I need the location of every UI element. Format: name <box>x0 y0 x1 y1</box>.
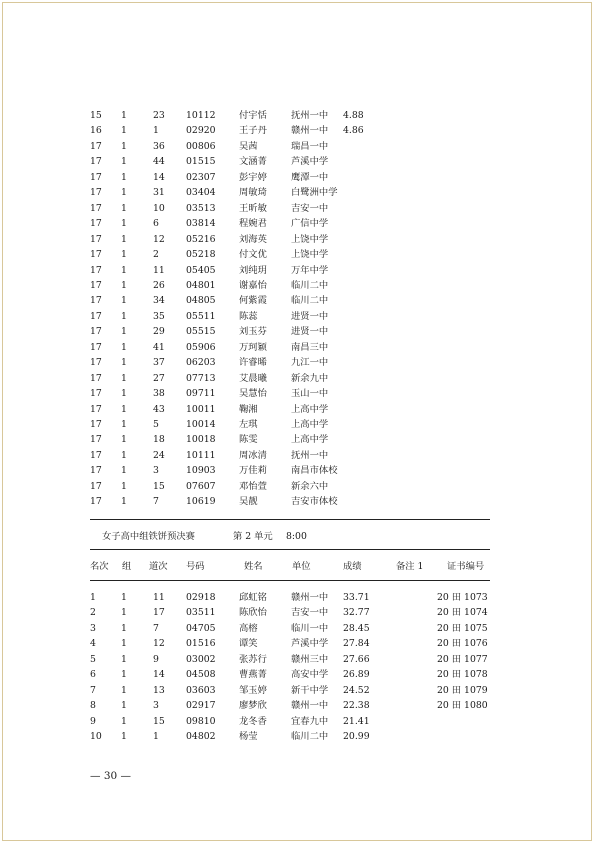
group-cell: 1 <box>121 218 127 230</box>
athlete-name-cell: 万佳莉 <box>239 465 267 477</box>
lane-cell: 14 <box>153 171 165 183</box>
school-cell: 临川二中 <box>291 731 329 743</box>
bib-number-cell: 07713 <box>186 372 216 384</box>
lane-cell: 26 <box>153 279 165 291</box>
result-cell: 4.88 <box>343 110 364 121</box>
athlete-name-cell: 艾晨曦 <box>239 372 267 384</box>
certificate-number-cell: 20 田 1077 <box>437 653 488 665</box>
school-cell: 抚州一中 <box>291 110 329 121</box>
group-cell: 1 <box>121 326 127 338</box>
header-certificate: 证书编号 <box>447 561 485 572</box>
header-remark: 备注 1 <box>396 561 424 572</box>
lane-cell: 7 <box>153 496 159 508</box>
lane-cell: 3 <box>153 700 159 712</box>
lane-cell: 35 <box>153 310 165 322</box>
lane-cell: 6 <box>153 218 159 230</box>
rank-cell: 17 <box>90 449 102 461</box>
bib-number-cell: 09810 <box>186 715 216 727</box>
rank-cell: 9 <box>90 715 96 727</box>
athlete-name-cell: 万珂颖 <box>239 341 267 353</box>
result-cell: 27.84 <box>343 638 370 650</box>
lane-cell: 38 <box>153 388 165 400</box>
athlete-name-cell: 左琪 <box>239 419 258 430</box>
group-cell: 1 <box>121 496 127 508</box>
certificate-number-cell: 20 田 1074 <box>437 607 488 619</box>
rank-cell: 17 <box>90 434 102 446</box>
school-cell: 吉安一中 <box>291 202 329 214</box>
bib-number-cell: 04705 <box>186 622 216 634</box>
lane-cell: 7 <box>153 622 159 634</box>
bib-number-cell: 02307 <box>186 171 216 183</box>
athlete-name-cell: 刘海英 <box>239 233 267 245</box>
rank-cell: 17 <box>90 187 102 199</box>
lane-cell: 31 <box>153 187 165 199</box>
rank-cell: 17 <box>90 419 102 430</box>
school-cell: 新余六中 <box>291 480 329 492</box>
rank-cell: 5 <box>90 653 96 665</box>
page-number: — 30 — <box>90 770 132 782</box>
lane-cell: 1 <box>153 731 159 743</box>
school-cell: 临川一中 <box>291 622 329 634</box>
bib-number-cell: 05515 <box>186 326 216 338</box>
athlete-name-cell: 鞠湘 <box>239 403 258 415</box>
group-cell: 1 <box>121 279 127 291</box>
school-cell: 吉安市体校 <box>291 496 338 508</box>
athlete-name-cell: 吴慧怡 <box>239 388 267 400</box>
group-cell: 1 <box>121 653 127 665</box>
lane-cell: 23 <box>153 110 165 121</box>
bib-number-cell: 10011 <box>186 403 216 415</box>
bib-number-cell: 10111 <box>186 449 216 461</box>
lane-cell: 37 <box>153 357 165 369</box>
rank-cell: 17 <box>90 357 102 369</box>
bib-number-cell: 00806 <box>186 140 216 152</box>
rank-cell: 17 <box>90 326 102 338</box>
athlete-name-cell: 龙冬香 <box>239 715 267 727</box>
group-cell: 1 <box>121 715 127 727</box>
school-cell: 南昌市体校 <box>291 465 338 477</box>
athlete-name-cell: 许睿晞 <box>239 357 267 369</box>
athlete-name-cell: 周冰清 <box>239 449 267 461</box>
result-cell: 32.77 <box>343 607 370 619</box>
bib-number-cell: 04801 <box>186 279 216 291</box>
rank-cell: 17 <box>90 233 102 245</box>
school-cell: 赣州三中 <box>291 653 329 665</box>
lane-cell: 43 <box>153 403 165 415</box>
group-cell: 1 <box>121 264 127 276</box>
group-cell: 1 <box>121 249 127 261</box>
athlete-name-cell: 陈欣怡 <box>239 607 267 619</box>
lane-cell: 24 <box>153 449 165 461</box>
rank-cell: 7 <box>90 684 96 696</box>
result-cell: 28.45 <box>343 622 370 634</box>
group-cell: 1 <box>121 403 127 415</box>
school-cell: 新余九中 <box>291 372 329 384</box>
rank-cell: 17 <box>90 465 102 477</box>
group-cell: 1 <box>121 388 127 400</box>
school-cell: 高安中学 <box>291 669 329 681</box>
athlete-name-cell: 曹燕菁 <box>239 669 267 681</box>
rank-cell: 17 <box>90 156 102 168</box>
header-number: 号码 <box>186 561 205 572</box>
result-cell: 20.99 <box>343 731 370 743</box>
result-cell: 27.66 <box>343 653 370 665</box>
group-cell: 1 <box>121 449 127 461</box>
group-cell: 1 <box>121 357 127 369</box>
athlete-name-cell: 陈雯 <box>239 434 258 446</box>
rank-cell: 10 <box>90 731 102 743</box>
school-cell: 九江一中 <box>291 357 329 369</box>
session-unit: 第 2 单元 <box>233 531 273 542</box>
bib-number-cell: 09711 <box>186 388 216 400</box>
bib-number-cell: 02918 <box>186 592 216 603</box>
lane-cell: 10 <box>153 202 165 214</box>
bib-number-cell: 10018 <box>186 434 216 446</box>
certificate-number-cell: 20 田 1080 <box>437 700 488 712</box>
school-cell: 上高中学 <box>291 419 329 430</box>
athlete-name-cell: 彭宇婷 <box>239 171 267 183</box>
group-cell: 1 <box>121 669 127 681</box>
bib-number-cell: 03002 <box>186 653 216 665</box>
bib-number-cell: 02920 <box>186 125 216 137</box>
athlete-name-cell: 邓怡萱 <box>239 480 267 492</box>
school-cell: 吉安一中 <box>291 607 329 619</box>
group-cell: 1 <box>121 156 127 168</box>
bib-number-cell: 03404 <box>186 187 216 199</box>
rank-cell: 1 <box>90 592 96 603</box>
group-cell: 1 <box>121 607 127 619</box>
result-cell: 21.41 <box>343 715 370 727</box>
group-cell: 1 <box>121 233 127 245</box>
athlete-name-cell: 陈蕊 <box>239 310 258 322</box>
rank-cell: 2 <box>90 607 96 619</box>
school-cell: 宜春九中 <box>291 715 329 727</box>
athlete-name-cell: 谭笑 <box>239 638 258 650</box>
result-cell: 24.52 <box>343 684 370 696</box>
athlete-name-cell: 何紫霞 <box>239 295 267 307</box>
rank-cell: 17 <box>90 264 102 276</box>
school-cell: 万年中学 <box>291 264 329 276</box>
rank-cell: 17 <box>90 295 102 307</box>
lane-cell: 18 <box>153 434 165 446</box>
rank-cell: 6 <box>90 669 96 681</box>
school-cell: 进贤一中 <box>291 310 329 322</box>
header-unit: 单位 <box>292 561 311 572</box>
header-lane: 道次 <box>149 561 168 572</box>
certificate-number-cell: 20 田 1073 <box>437 592 488 603</box>
group-cell: 1 <box>121 700 127 712</box>
bib-number-cell: 05906 <box>186 341 216 353</box>
athlete-name-cell: 付宇恬 <box>239 110 267 121</box>
lane-cell: 12 <box>153 233 165 245</box>
bib-number-cell: 05216 <box>186 233 216 245</box>
rank-cell: 17 <box>90 496 102 508</box>
athlete-name-cell: 刘玉芬 <box>239 326 267 338</box>
header-bottom-rule <box>90 580 490 581</box>
group-cell: 1 <box>121 295 127 307</box>
bib-number-cell: 04802 <box>186 731 216 743</box>
lane-cell: 34 <box>153 295 165 307</box>
lane-cell: 12 <box>153 638 165 650</box>
group-cell: 1 <box>121 171 127 183</box>
result-cell: 22.38 <box>343 700 370 712</box>
school-cell: 白鹭洲中学 <box>291 187 338 199</box>
athlete-name-cell: 周敏琦 <box>239 187 267 199</box>
header-rank: 名次 <box>90 561 109 572</box>
header-top-rule <box>90 549 490 550</box>
group-cell: 1 <box>121 731 127 743</box>
group-cell: 1 <box>121 480 127 492</box>
bib-number-cell: 05511 <box>186 310 216 322</box>
athlete-name-cell: 吴靓 <box>239 496 258 508</box>
athlete-name-cell: 付文优 <box>239 249 267 261</box>
school-cell: 赣州一中 <box>291 592 329 603</box>
certificate-number-cell: 20 田 1075 <box>437 622 488 634</box>
rank-cell: 15 <box>90 110 102 121</box>
athlete-name-cell: 王子丹 <box>239 125 267 137</box>
school-cell: 瑞昌一中 <box>291 140 329 152</box>
rank-cell: 17 <box>90 249 102 261</box>
school-cell: 广信中学 <box>291 218 329 230</box>
result-cell: 26.89 <box>343 669 370 681</box>
rank-cell: 17 <box>90 310 102 322</box>
rank-cell: 17 <box>90 372 102 384</box>
bib-number-cell: 01515 <box>186 156 216 168</box>
bib-number-cell: 01516 <box>186 638 216 650</box>
athlete-name-cell: 吴茜 <box>239 140 258 152</box>
rank-cell: 17 <box>90 341 102 353</box>
lane-cell: 13 <box>153 684 165 696</box>
lane-cell: 11 <box>153 592 165 603</box>
lane-cell: 1 <box>153 125 159 137</box>
bib-number-cell: 03511 <box>186 607 216 619</box>
rank-cell: 8 <box>90 700 96 712</box>
bib-number-cell: 10014 <box>186 419 216 430</box>
lane-cell: 15 <box>153 715 165 727</box>
rank-cell: 17 <box>90 202 102 214</box>
lane-cell: 14 <box>153 669 165 681</box>
school-cell: 进贤一中 <box>291 326 329 338</box>
group-cell: 1 <box>121 202 127 214</box>
group-cell: 1 <box>121 465 127 477</box>
athlete-name-cell: 刘纯玥 <box>239 264 267 276</box>
bib-number-cell: 05405 <box>186 264 216 276</box>
athlete-name-cell: 廖梦欣 <box>239 700 267 712</box>
group-cell: 1 <box>121 110 127 121</box>
certificate-number-cell: 20 田 1079 <box>437 684 488 696</box>
group-cell: 1 <box>121 310 127 322</box>
bib-number-cell: 05218 <box>186 249 216 261</box>
bib-number-cell: 07607 <box>186 480 216 492</box>
school-cell: 芦溪中学 <box>291 156 329 168</box>
school-cell: 玉山一中 <box>291 388 329 400</box>
bib-number-cell: 10112 <box>186 110 216 121</box>
result-cell: 4.86 <box>343 125 364 137</box>
athlete-name-cell: 杨莹 <box>239 731 258 743</box>
athlete-name-cell: 谢嘉怡 <box>239 279 267 291</box>
rank-cell: 17 <box>90 388 102 400</box>
lane-cell: 3 <box>153 465 159 477</box>
result-cell: 33.71 <box>343 592 370 603</box>
athlete-name-cell: 邹玉婷 <box>239 684 267 696</box>
event-title: 女子高中组铁饼预决赛 <box>102 531 195 542</box>
lane-cell: 9 <box>153 653 159 665</box>
group-cell: 1 <box>121 140 127 152</box>
athlete-name-cell: 文涵菁 <box>239 156 267 168</box>
lane-cell: 44 <box>153 156 165 168</box>
school-cell: 上饶中学 <box>291 233 329 245</box>
athlete-name-cell: 高榕 <box>239 622 258 634</box>
school-cell: 新干中学 <box>291 684 329 696</box>
group-cell: 1 <box>121 434 127 446</box>
lane-cell: 27 <box>153 372 165 384</box>
bib-number-cell: 04805 <box>186 295 216 307</box>
school-cell: 赣州一中 <box>291 700 329 712</box>
school-cell: 上饶中学 <box>291 249 329 261</box>
rank-cell: 16 <box>90 125 102 137</box>
athlete-name-cell: 程婉君 <box>239 218 267 230</box>
athlete-name-cell: 王昕敏 <box>239 202 267 214</box>
lane-cell: 15 <box>153 480 165 492</box>
group-cell: 1 <box>121 125 127 137</box>
lane-cell: 2 <box>153 249 159 261</box>
section-top-rule <box>90 519 490 520</box>
bib-number-cell: 03603 <box>186 684 216 696</box>
school-cell: 上高中学 <box>291 403 329 415</box>
school-cell: 上高中学 <box>291 434 329 446</box>
bib-number-cell: 06203 <box>186 357 216 369</box>
group-cell: 1 <box>121 684 127 696</box>
school-cell: 芦溪中学 <box>291 638 329 650</box>
certificate-number-cell: 20 田 1076 <box>437 638 488 650</box>
lane-cell: 29 <box>153 326 165 338</box>
group-cell: 1 <box>121 592 127 603</box>
group-cell: 1 <box>121 622 127 634</box>
school-cell: 抚州一中 <box>291 449 329 461</box>
session-time: 8:00 <box>286 531 307 542</box>
header-group: 组 <box>122 561 132 572</box>
header-name: 姓名 <box>244 561 263 572</box>
group-cell: 1 <box>121 638 127 650</box>
rank-cell: 17 <box>90 279 102 291</box>
rank-cell: 4 <box>90 638 96 650</box>
lane-cell: 5 <box>153 419 159 430</box>
school-cell: 南昌三中 <box>291 341 329 353</box>
certificate-number-cell: 20 田 1078 <box>437 669 488 681</box>
rank-cell: 3 <box>90 622 96 634</box>
group-cell: 1 <box>121 341 127 353</box>
rank-cell: 17 <box>90 480 102 492</box>
athlete-name-cell: 张苏行 <box>239 653 267 665</box>
header-result: 成绩 <box>343 561 362 572</box>
bib-number-cell: 03513 <box>186 202 216 214</box>
bib-number-cell: 10619 <box>186 496 216 508</box>
lane-cell: 11 <box>153 264 165 276</box>
lane-cell: 17 <box>153 607 165 619</box>
group-cell: 1 <box>121 372 127 384</box>
lane-cell: 41 <box>153 341 165 353</box>
bib-number-cell: 10903 <box>186 465 216 477</box>
athlete-name-cell: 邱虹铭 <box>239 592 267 603</box>
lane-cell: 36 <box>153 140 165 152</box>
bib-number-cell: 04508 <box>186 669 216 681</box>
rank-cell: 17 <box>90 140 102 152</box>
school-cell: 赣州一中 <box>291 125 329 137</box>
school-cell: 鹰潭一中 <box>291 171 329 183</box>
group-cell: 1 <box>121 419 127 430</box>
bib-number-cell: 03814 <box>186 218 216 230</box>
school-cell: 临川二中 <box>291 295 329 307</box>
rank-cell: 17 <box>90 218 102 230</box>
rank-cell: 17 <box>90 403 102 415</box>
rank-cell: 17 <box>90 171 102 183</box>
bib-number-cell: 02917 <box>186 700 216 712</box>
group-cell: 1 <box>121 187 127 199</box>
school-cell: 临川二中 <box>291 279 329 291</box>
